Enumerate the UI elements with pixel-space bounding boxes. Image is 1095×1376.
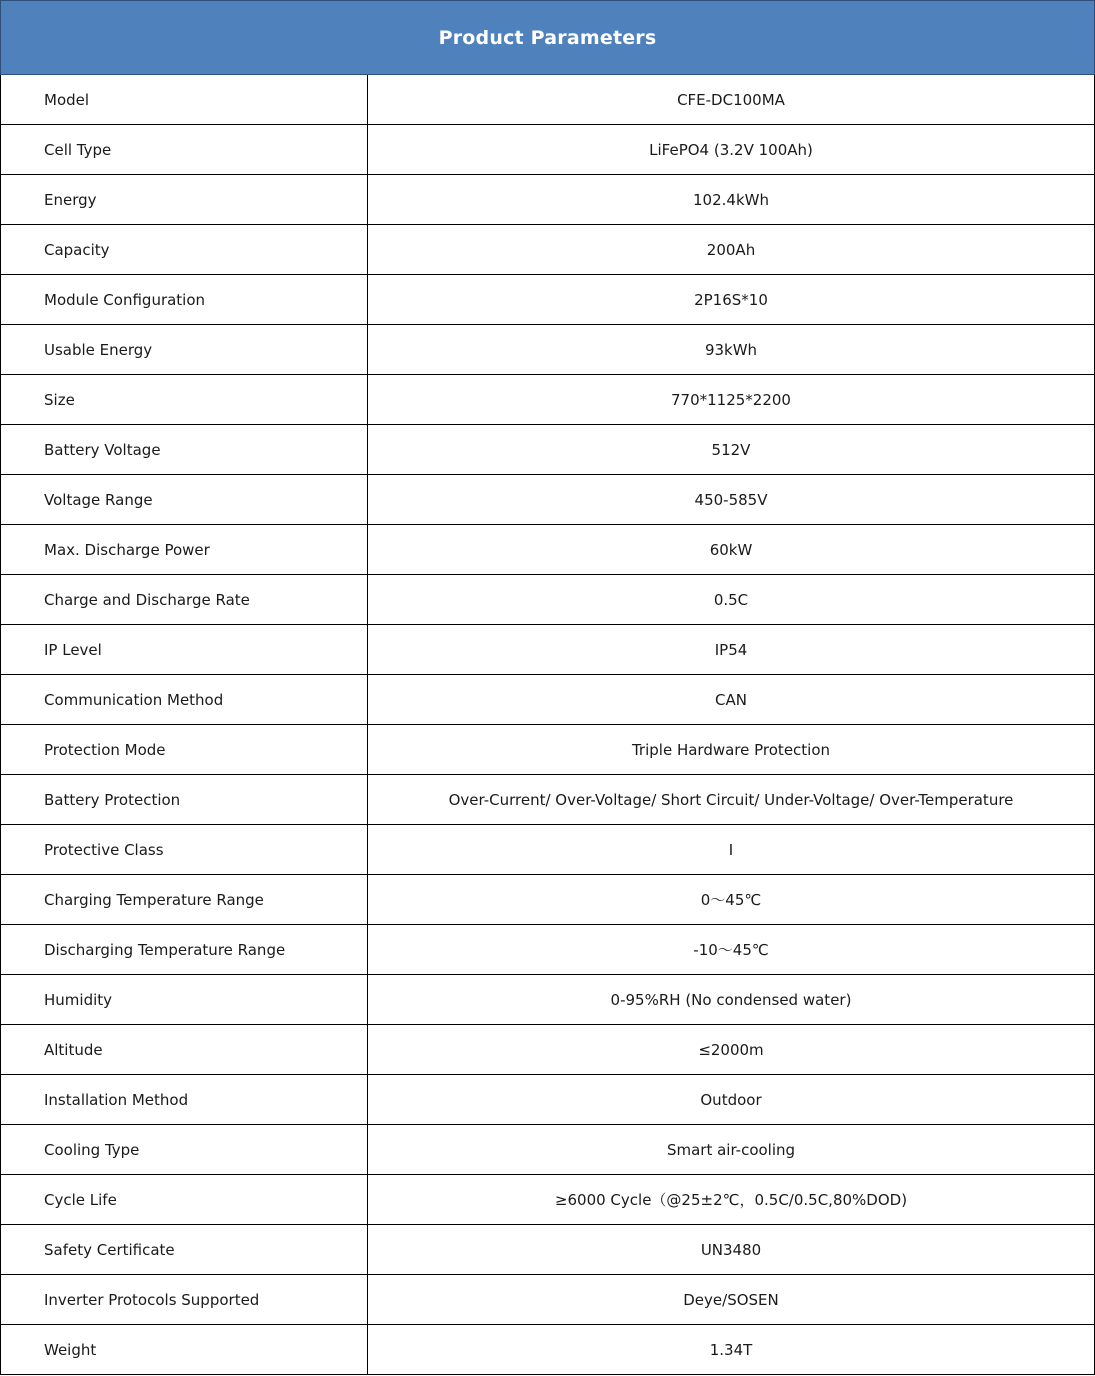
parameter-label: Battery Voltage [1,425,368,474]
parameter-value: -10～45℃ [693,941,769,959]
parameter-value: 102.4kWh [693,190,769,209]
parameter-value: ≥6000 Cycle（@25±2℃，0.5C/0.5C,80%DOD) [554,1191,908,1209]
parameter-label: Energy [1,175,368,224]
table-row [1,125,1094,175]
parameter-value: Over-Current/ Over-Voltage/ Short Circuit/ Under-Voltage/ Over-Temperature [448,790,1014,809]
table-row [1,225,1094,275]
parameter-value: 2P16S*10 [694,290,768,309]
parameter-value: Triple Hardware Protection [631,740,831,759]
parameter-value: 0-95%RH (No condensed water) [610,990,852,1009]
table-row [1,1125,1094,1175]
table-row [1,325,1094,375]
table-row [1,375,1094,425]
table-row [1,975,1094,1025]
table-row [1,1075,1094,1125]
parameter-label: Capacity [1,225,368,274]
parameter-label: Weight [1,1325,368,1374]
parameter-label: Module Configuration [1,275,368,324]
parameter-label: Inverter Protocols Supported [1,1275,368,1324]
table-row [1,175,1094,225]
parameter-label: Usable Energy [1,325,368,374]
parameter-label: Size [1,375,368,424]
parameter-value: Smart air-cooling [666,1140,796,1159]
parameter-label: Voltage Range [1,475,368,524]
table-row [1,875,1094,925]
table-row [1,475,1094,525]
parameter-label: Protective Class [1,825,368,874]
table-row [1,1175,1094,1225]
parameter-value: 200Ah [706,240,756,259]
parameter-value: 512V [711,440,751,459]
parameter-value: UN3480 [700,1240,762,1259]
table-row [1,75,1094,125]
table-row [1,775,1094,825]
parameter-label: Model [1,75,368,124]
parameter-label: Battery Protection [1,775,368,824]
parameter-value: 0～45℃ [700,891,762,909]
parameter-value: 450-585V [694,490,768,509]
parameter-value: LiFePO4 (3.2V 100Ah) [649,140,813,159]
parameter-label: Max. Discharge Power [1,525,368,574]
table-row [1,675,1094,725]
table-row [1,525,1094,575]
parameter-value: 770*1125*2200 [671,390,791,409]
table-title: Product Parameters [438,26,657,49]
table-body [0,75,1095,1375]
parameter-label: Charging Temperature Range [1,875,368,924]
parameter-value: CFE-DC100MA [677,90,785,109]
table-row [1,825,1094,875]
parameter-label: Protection Mode [1,725,368,774]
parameter-value: I [728,840,734,859]
parameter-label: Altitude [1,1025,368,1074]
parameter-label: Cell Type [1,125,368,174]
parameter-value: ≤2000m [698,1040,764,1059]
parameter-label: Discharging Temperature Range [1,925,368,974]
parameter-label: Cooling Type [1,1125,368,1174]
table-row [1,1325,1094,1375]
table-row [1,575,1094,625]
table-row [1,1225,1094,1275]
parameter-label: Cycle Life [1,1175,368,1224]
parameter-value: 93kWh [704,340,758,359]
table-row [1,275,1094,325]
table-row [1,925,1094,975]
parameter-value: 1.34T [709,1340,753,1359]
table-row [1,1275,1094,1325]
parameter-value: Deye/SOSEN [683,1290,779,1309]
parameter-label: Installation Method [1,1075,368,1124]
parameter-label: Charge and Discharge Rate [1,575,368,624]
parameter-value: CAN [715,690,747,709]
table-row [1,725,1094,775]
table-header [0,0,1095,75]
parameter-label: Humidity [1,975,368,1024]
table-row [1,1025,1094,1075]
parameter-label: IP Level [1,625,368,674]
parameter-value: Outdoor [700,1090,762,1109]
parameter-label: Communication Method [1,675,368,724]
parameter-value: 60kW [709,540,753,559]
parameter-label: Safety Certificate [1,1225,368,1274]
parameter-value: IP54 [714,640,748,659]
parameter-value: 0.5C [713,590,749,609]
table-row [1,625,1094,675]
table-row [1,425,1094,475]
